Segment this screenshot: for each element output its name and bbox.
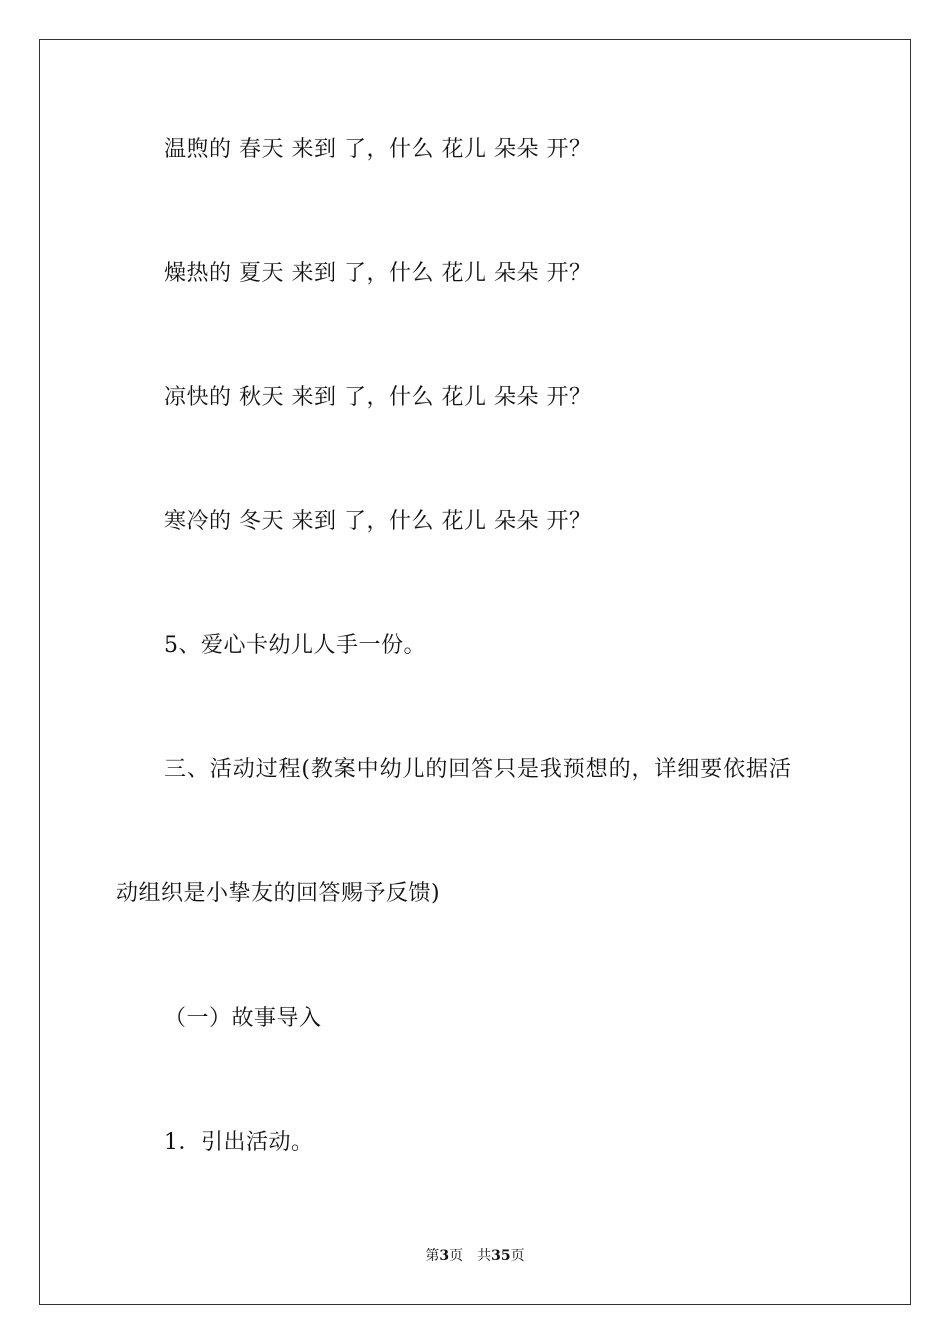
section-heading-continuation: 动组织是小挚友的回答赐予反馈) <box>116 881 441 906</box>
material-item-5: 5、爱心卡幼儿人手一份。 <box>164 633 426 658</box>
footer-total-suffix: 页 <box>510 1248 525 1264</box>
subsection-heading-story-intro: （一）故事导入 <box>164 1006 322 1031</box>
page-border <box>39 39 911 1305</box>
footer-page-prefix: 第 <box>425 1248 440 1264</box>
section-heading-activity-process: 三、活动过程(教案中幼儿的回答只是我预想的，详细要依据活 <box>164 757 792 782</box>
page-footer <box>0 1247 950 1265</box>
step-item-1: 1．引出活动。 <box>164 1130 314 1155</box>
footer-page-suffix: 页 <box>449 1248 464 1264</box>
verse-spring: 温煦的 春天 来到 了，什么 花儿 朵朵 开？ <box>164 137 592 162</box>
footer-page-number: 3 <box>439 1248 450 1264</box>
verse-summer: 燥热的 夏天 来到 了，什么 花儿 朵朵 开？ <box>164 261 592 286</box>
verse-autumn: 凉快的 秋天 来到 了，什么 花儿 朵朵 开？ <box>164 385 592 410</box>
verse-winter: 寒冷的 冬天 来到 了，什么 花儿 朵朵 开？ <box>164 509 592 534</box>
footer-total-pages: 35 <box>491 1248 511 1264</box>
footer-total-prefix: 共 <box>477 1248 492 1264</box>
